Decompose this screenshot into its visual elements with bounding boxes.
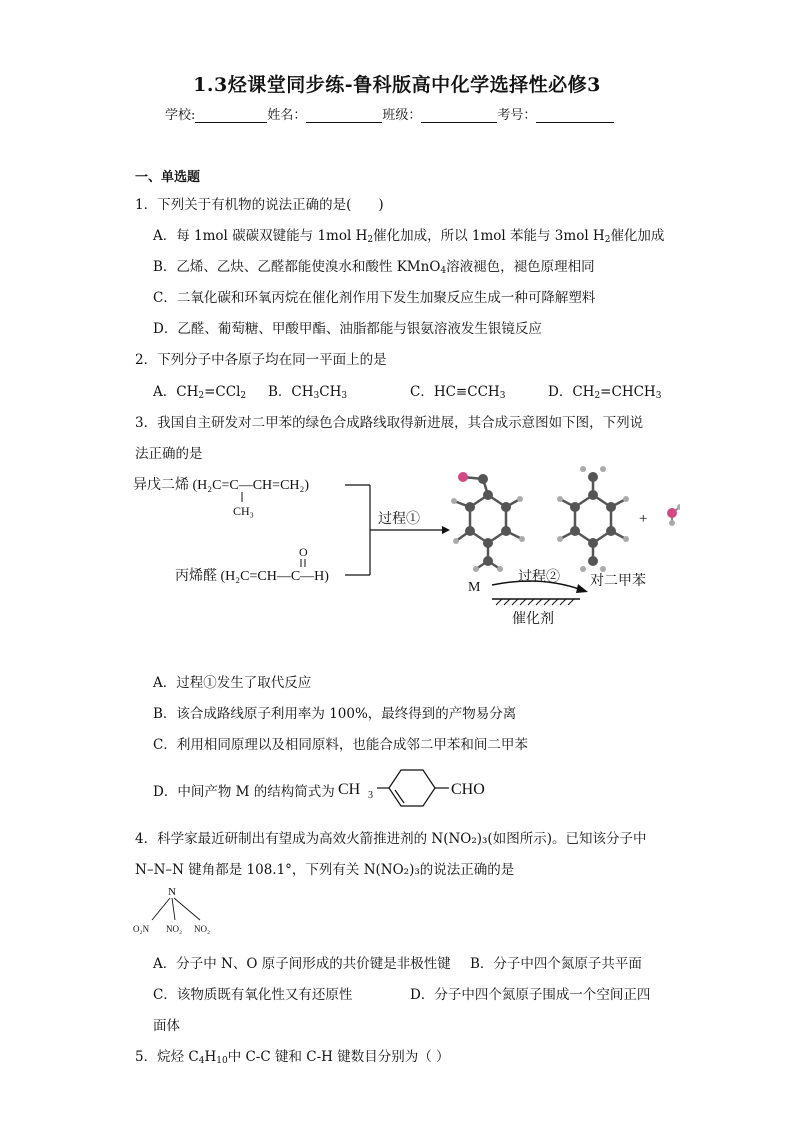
q4-option-d-cont: 面体	[153, 1018, 180, 1034]
molecule-p-xylene-atoms	[557, 466, 629, 572]
q2-option-a: A．$CH_2=CCl_2$	[153, 384, 247, 401]
molecule-m-atoms	[451, 472, 525, 572]
center-n: N	[168, 886, 176, 898]
m-label: M	[468, 580, 481, 595]
name-label: 姓名：	[267, 108, 307, 123]
nno2-structure	[128, 882, 228, 938]
q4-stem-line1: 4．科学家最近研制出有望成为高效火箭推进剂的 N(NO₂)₃(如图所示)。已知该分子中	[135, 831, 647, 847]
q3-option-c: C．利用相同原理以及相同原料，也能合成邻二甲苯和间二甲苯	[153, 737, 528, 753]
isoprene-label: 异戊二烯 (H₂C=C—CH=CH₂)	[133, 478, 310, 493]
q3-option-d: D．中间产物 M 的结构简式为	[153, 784, 335, 800]
molecule-p-xylene	[560, 477, 626, 561]
left-group: O₂N	[133, 924, 150, 934]
school-label: 学校:	[165, 108, 196, 123]
q1-option-c: C．二氧化碳和环氧丙烷在催化剂作用下发生加聚反应生成一种可降解塑料	[153, 290, 596, 306]
page-title: 1.3烃课堂同步练-鲁科版高中化学选择性必修3	[193, 74, 601, 96]
middle-group: NO₂	[166, 924, 183, 934]
name-blank	[306, 108, 382, 123]
catalyst-hatching	[496, 599, 574, 605]
class-blank	[421, 108, 497, 123]
q4-stem-line2: N–N–N 键角都是 108.1°，下列有关 N(NO₂)₃的说法正确的是	[135, 862, 515, 878]
q4-option-c: C．该物质既有氧化性又有还原性	[153, 987, 353, 1003]
cyclohexene-ring	[389, 770, 435, 806]
q2-option-b: B．$CH_3CH_3$	[268, 384, 348, 401]
q3-option-b: B．该合成路线原子利用率为 100%，最终得到的产物易分离	[153, 706, 517, 722]
process2-label: 过程②	[518, 570, 560, 585]
q1-option-d: D．乙醛、葡萄糖、甲酸甲酯、油脂都能与银氨溶液发生银镜反应	[153, 321, 542, 337]
q2-option-d: D．$CH_2=CHCH_3$	[548, 384, 662, 401]
formula-left-sub: 3	[368, 790, 373, 801]
synthesis-diagram	[120, 465, 680, 635]
structure-m-formula	[335, 765, 505, 811]
number-blank	[536, 108, 614, 123]
q3-option-a: A．过程①发生了取代反应	[153, 675, 312, 691]
process1-arrowhead	[442, 526, 450, 534]
plus-sign: +	[639, 511, 648, 527]
process1-label: 过程①	[378, 512, 420, 527]
q4-option-b: B．分子中四个氮原子共平面	[470, 956, 642, 972]
q3-stem-line1: 3．我国自主研发对二甲苯的绿色合成路线取得新进展，其合成示意图如下图，下列说	[135, 415, 644, 431]
water-molecule	[667, 504, 680, 526]
methyl-label: CH₃	[233, 504, 254, 518]
q1-option-a: A．每 1mol 碳碳双键能与 1mol $H_2$催化加成，所以 1mol 苯能与 3mol $H_2$催化加成	[153, 228, 665, 245]
formula-left: CH	[338, 781, 361, 798]
student-info-line	[165, 104, 614, 123]
section-heading: 一、单选题	[135, 170, 201, 185]
q5-stem: 5．烷烃 $C_4H_{10}$中 C-C 键和 C-H 键数目分别为（ ）	[135, 1049, 450, 1066]
q2-stem: 2．下列分子中各原子均在同一平面上的是	[135, 352, 387, 368]
q4-option-d: D．分子中四个氮原子围成一个空间正四	[410, 987, 651, 1003]
product-label: 对二甲苯	[590, 574, 646, 589]
process2-arrowhead	[576, 584, 588, 593]
class-label: 班级：	[382, 108, 422, 123]
q1-option-b: B．乙烯、乙炔、乙醛都能使溴水和酸性 KMnO$_4$溶液褪色，褪色原理相同	[153, 259, 595, 276]
ring-double-bond	[395, 790, 404, 803]
q3-stem-line2: 法正确的是	[135, 446, 203, 462]
acrolein-label: 丙烯醛 (H₂C=CH—C—H)	[175, 569, 329, 584]
oxygen-label: O	[299, 545, 308, 559]
catalyst-label: 催化剂	[512, 612, 554, 627]
school-blank	[195, 108, 267, 123]
formula-right: CHO	[451, 781, 485, 798]
right-group: NO₂	[194, 924, 211, 934]
q1-stem: 1．下列关于有机物的说法正确的是( )	[135, 197, 384, 213]
number-label: 考号：	[497, 108, 537, 123]
q2-option-c: C．$HC\equiv CCH_3$	[410, 384, 506, 401]
q4-option-a: A．分子中 N、O 原子间形成的共价键是非极性键	[153, 956, 451, 972]
